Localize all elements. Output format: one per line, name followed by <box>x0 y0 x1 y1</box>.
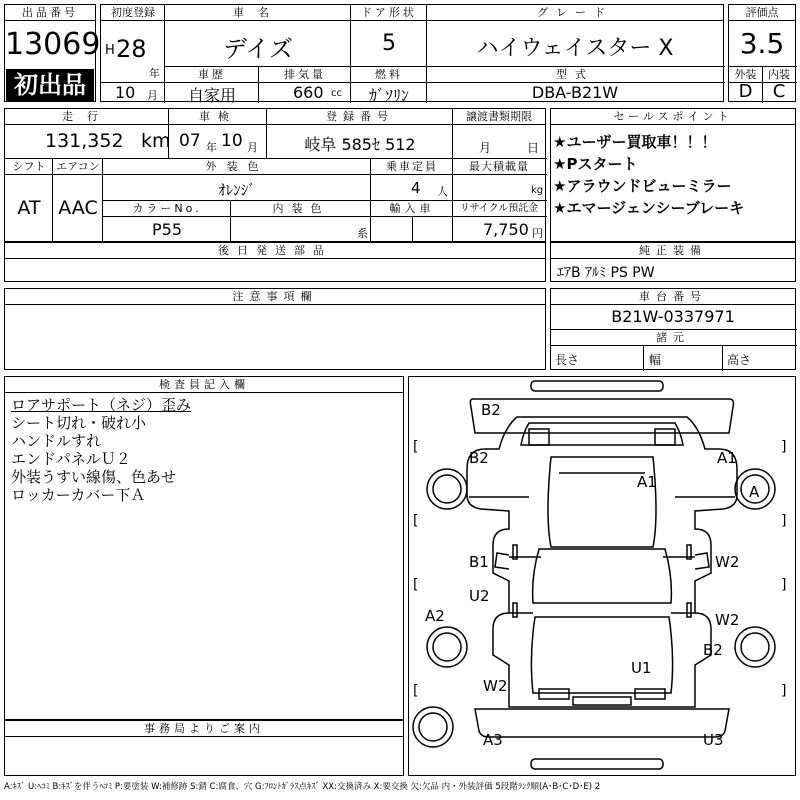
bracket-mark: ] <box>781 683 787 699</box>
fuel-label: 燃料 <box>375 68 403 81</box>
inspector-note: シート切れ・破れ小 <box>11 414 147 432</box>
bracket-mark: [ <box>413 513 419 529</box>
recycle-label: リサイクル預託金 <box>459 203 539 214</box>
equipment-box <box>550 242 796 282</box>
displacement-unit: cc <box>331 88 342 99</box>
damage-mark: B1 <box>469 553 489 571</box>
damage-mark: A3 <box>483 731 503 749</box>
displacement-label: 排気量 <box>284 68 326 81</box>
aircon-label: エアコン <box>56 160 100 173</box>
color-no: P55 <box>151 220 182 239</box>
damage-mark: A <box>749 483 760 501</box>
car-name: デイズ <box>222 35 294 63</box>
first-reg-month-unit: 月 <box>147 89 158 102</box>
displacement: 660 <box>293 83 324 102</box>
inspector-note: ハンドルすれ <box>11 432 102 450</box>
inspector-label: 検査員記入欄 <box>5 377 403 393</box>
inspection-month-unit: 月 <box>247 141 258 154</box>
lot-number: 13069 <box>5 27 101 62</box>
door-label: ドア形状 <box>351 5 427 21</box>
interior-grade: C <box>772 81 786 102</box>
damage-mark: U1 <box>631 659 652 677</box>
office-box <box>4 720 404 776</box>
chassis-label: 車台番号 <box>551 289 795 305</box>
reg-number: 岐阜 585ｾ 512 <box>304 135 416 154</box>
grade-label: グレード <box>427 5 723 21</box>
sales-point-item: ★ユーザー買取車！！！ <box>553 133 717 151</box>
lot-box <box>4 4 101 102</box>
interior-label: 内装 <box>768 68 790 81</box>
damage-mark: W2 <box>483 677 508 695</box>
inspection-year-unit: 年 <box>206 141 217 154</box>
damage-mark: W2 <box>715 611 740 629</box>
model-code: DBA-B21W <box>531 83 619 102</box>
damage-mark: A1 <box>637 473 657 491</box>
recycle-unit: 円 <box>532 227 543 240</box>
office-label: 事務局よりご案内 <box>5 721 403 737</box>
bracket-mark: ] <box>781 513 787 529</box>
sales-point-item: ★Pスタート <box>553 155 638 173</box>
damage-diagram <box>408 376 796 776</box>
exterior-label: 外装 <box>734 68 757 81</box>
ext-color: ｵﾚﾝｼﾞ <box>218 181 256 199</box>
dimensions-label: 諸元 <box>656 331 690 344</box>
chassis-box <box>550 288 796 370</box>
model-code-label: 型式 <box>556 68 594 81</box>
mileage: 131,352 <box>45 130 124 152</box>
inspector-note: 外装うすい線傷、色あせ <box>11 468 177 486</box>
lot-label: 出品番号 <box>5 5 95 21</box>
first-reg-year: 28 <box>116 35 147 63</box>
chassis-number: B21W-0337971 <box>611 307 735 326</box>
length-label: 長さ <box>555 353 580 367</box>
first-reg-label: 初度登録 <box>101 5 165 21</box>
recycle-amount: 7,750 <box>483 220 529 239</box>
equipment-value: ｴｱB ｱﾙﾐ PS PW <box>557 265 655 281</box>
ext-color-label: 外装色 <box>205 160 269 173</box>
equipment-label: 純正装備 <box>551 243 795 259</box>
door-type: 5 <box>382 31 396 56</box>
shift-label: シフト <box>12 160 46 173</box>
damage-mark: A1 <box>717 449 737 467</box>
bracket-mark: [ <box>413 577 419 593</box>
max-load-unit: kg <box>531 185 544 196</box>
inspector-note: エンドパネルＵ２ <box>11 450 131 468</box>
first-listing-badge: 初出品 <box>6 69 94 101</box>
inspector-box <box>4 376 404 720</box>
later-parts-box <box>4 242 546 282</box>
reg-number-label: 登録番号 <box>267 109 453 125</box>
mileage-label: 走行 <box>5 109 169 125</box>
notes-label: 注意事項欄 <box>5 289 545 305</box>
inspector-note: ロッカーカバー下Ａ <box>11 486 146 504</box>
bracket-mark: [ <box>413 439 419 455</box>
sales-point-item: ★エマージェンシーブレーキ <box>553 199 745 217</box>
history-label: 車歴 <box>198 68 226 81</box>
transfer-label: 譲渡書類期限 <box>453 109 545 125</box>
history: 自家用 <box>187 86 236 105</box>
damage-mark: B2 <box>703 641 723 659</box>
int-color-unit: 系 <box>357 227 368 240</box>
later-parts-label: 後日発送部品 <box>5 243 545 259</box>
score-label: 評価点 <box>729 5 795 21</box>
legend-text: A:ｷｽﾞ U:ﾍｺﾐ B:ｷｽﾞを伴うﾍｺﾐ P:要塗装 W:補修跡 S:錆 C:腐食、穴 G:ﾌﾛﾝﾄｶﾞﾗｽ点ｷｽﾞ XX:交換済み X:要交換 欠:欠品 内・外装評価 5段階ﾗﾝｸ順(A･B･C･D･E) 2 <box>4 782 601 792</box>
first-reg-era: H <box>105 43 115 58</box>
bracket-mark: [ <box>413 683 419 699</box>
sales-points-label: セールスポイント <box>551 109 795 125</box>
score-value: 3.5 <box>739 27 785 60</box>
damage-mark: U3 <box>703 731 724 749</box>
transfer-month-unit: 月 <box>479 141 492 155</box>
fuel: ｶﾞｿﾘﾝ <box>368 86 409 105</box>
inspection-label: 車検 <box>169 109 267 125</box>
damage-mark: U2 <box>469 587 490 605</box>
height-label: 高さ <box>727 353 752 367</box>
damage-mark: A2 <box>425 607 445 625</box>
shift: AT <box>17 197 41 219</box>
max-load-label: 最大積載量 <box>469 160 529 173</box>
capacity-label: 乗車定員 <box>386 160 438 173</box>
transfer-day-unit: 日 <box>527 141 540 155</box>
bracket-mark: ] <box>781 439 787 455</box>
notes-box <box>4 288 546 370</box>
damage-mark: B2 <box>481 401 501 419</box>
inspection-year: 07 <box>179 131 201 151</box>
inspector-note: ロアサポート（ネジ）歪み <box>11 396 192 414</box>
aircon: AAC <box>58 197 98 219</box>
vehicle-header-box <box>100 4 724 105</box>
capacity-unit: 人 <box>437 185 448 198</box>
grade: ハイウェイスター X <box>476 36 674 61</box>
import-label: 輸入車 <box>389 202 435 215</box>
damage-mark: B2 <box>469 449 489 467</box>
mileage-unit: km <box>141 130 171 152</box>
sales-points-box <box>550 108 796 242</box>
int-color-label: 内装色 <box>272 202 330 215</box>
first-reg-month: 10 <box>115 83 136 102</box>
score-box <box>728 4 796 102</box>
car-name-label: 車名 <box>165 5 351 21</box>
bracket-mark: ] <box>781 577 787 593</box>
vehicle-details-box <box>4 108 546 242</box>
color-no-label: カラーNo. <box>132 202 202 215</box>
width-label: 幅 <box>649 353 662 367</box>
inspection-month: 10 <box>221 131 243 151</box>
damage-mark: W2 <box>715 553 740 571</box>
capacity: 4 <box>411 179 421 197</box>
first-reg-year-unit: 年 <box>149 67 160 80</box>
sales-point-item: ★アラウンドビューミラー <box>553 177 732 195</box>
exterior-grade: D <box>738 81 753 102</box>
